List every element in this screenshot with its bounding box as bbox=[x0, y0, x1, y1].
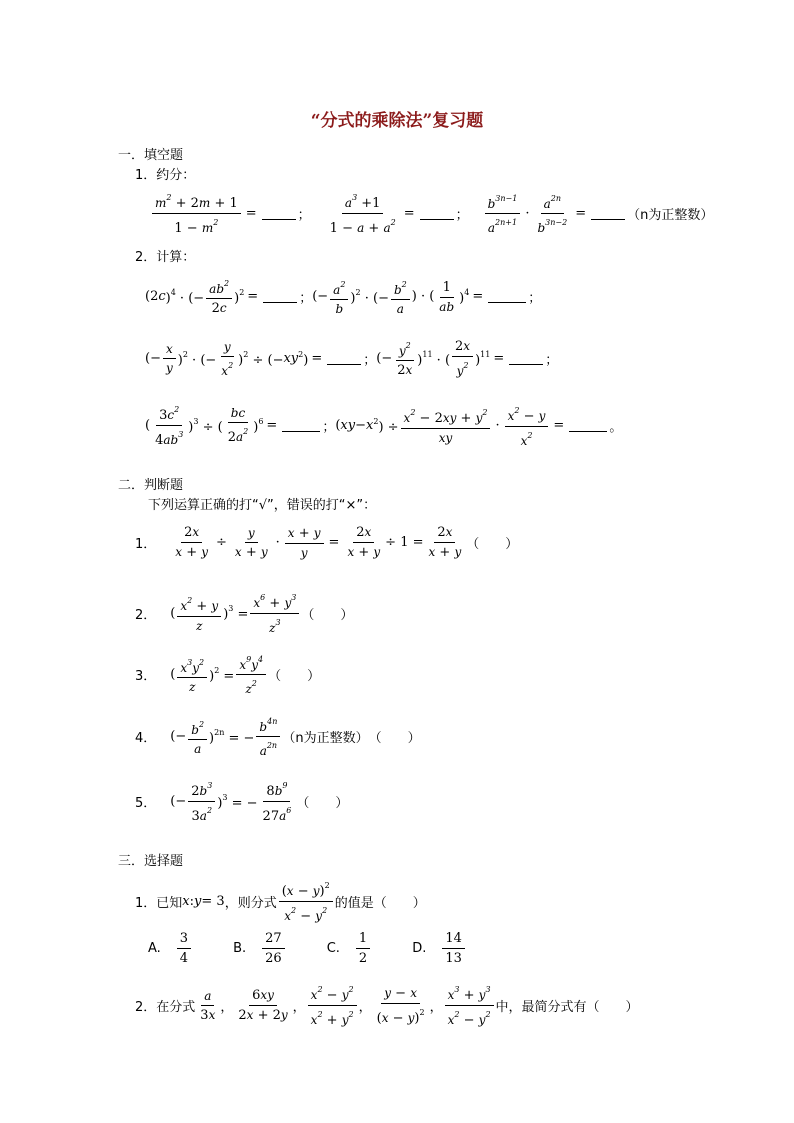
judge-paren[interactable]: （ ） bbox=[296, 796, 349, 811]
answer-blank[interactable] bbox=[591, 208, 625, 220]
judge-paren[interactable]: （ ） bbox=[301, 607, 354, 623]
q1-2-expression-2: (− $\frac{x}{y}$ )$^2$ · (− $\frac{y}{x^2}$ )$^2$ ÷ (− xy $^2$) = ； (− $\frac{y^2}{2x}$ )$^{11}$ · ( $\frac{2x}{y^2}$ )$^{11}$ = ； bbox=[145, 339, 559, 378]
judge-item-5: 5． (− $\frac{2b^3}{3a^2}$ )$^3$ = − $\frac{8b^9}{27a^6}$ （ ） bbox=[135, 778, 348, 825]
judge-paren[interactable]: （ ） bbox=[466, 537, 519, 552]
judge-paren[interactable]: （ ） bbox=[368, 731, 421, 746]
judge-paren[interactable]: （ ） bbox=[268, 669, 321, 684]
q1-1-label: 1．约分： bbox=[135, 168, 196, 183]
q1-2-expression-1: (2 c )$^4$ · (− $\frac{ab^2}{2c}$ )$^2$ = ； (− $\frac{a^2}{b}$ )$^2$ · (− $\frac{b^2}{a}$ ) · ( $\frac{1}{ab}$ )$^4$ = ； bbox=[145, 276, 541, 317]
judge-item-3: 3． ( $\frac{x^3y^2}{z}$ )$^2$ = $\frac{x^9y^4}{z^2}$ （ ） bbox=[135, 652, 320, 697]
q1-1-note: （n为正整数） bbox=[627, 208, 714, 223]
section1-heading: 一．填空题 bbox=[118, 148, 184, 163]
judge-item-1: 1． $\frac{2x}{x + y}$ ÷ $\frac{y}{x + y}$ · $\frac{x + y}{y}$ = $\frac{2x}{x + y}$ ÷ 1 = $\frac{2x}{x + y}$ （ ） bbox=[135, 525, 519, 560]
q1-1-expression: $\frac{m^2 + 2m + 1}{1 - m^2}$ = ； $\frac{a^3 +1}{1 - a + a^2}$ = ； $\frac{b^{3n-1}}{a^{2n+1}}$ · $\frac{a^{2n}}{b^{3n-2}}$ = （n为正整数） bbox=[150, 190, 713, 237]
option-d[interactable]: D. bbox=[412, 941, 427, 956]
choice-q2: 2． 在分式 $\frac{a}{3x}$ ， $\frac{6xy}{2x + 2y}$ ， $\frac{x^2 - y^2}{x^2 + y^2}$ ， $\frac{y - x}{(x - y)^2}$ ， $\frac{x^3 + y^3}{x^2 - y^2}$ 中，最简分式有（ ） bbox=[135, 982, 639, 1029]
answer-blank[interactable] bbox=[569, 420, 607, 432]
choice-q1: 1． 已知 x : y = 3 ，则分式 $\frac{(x - y)^2}{x^2 - y^2}$ 的值是（ ） bbox=[135, 878, 426, 925]
option-a[interactable]: A. bbox=[148, 941, 161, 956]
judge-item-4: 4． (− $\frac{b^2}{a}$ )$^{2n}$ = − $\frac{b^{4n}}{a^{2n}}$ （n为正整数） （ ） bbox=[135, 714, 421, 759]
answer-blank[interactable] bbox=[282, 420, 320, 432]
answer-blank[interactable] bbox=[420, 208, 454, 220]
q1-2-label: 2．计算： bbox=[135, 250, 196, 265]
answer-blank[interactable] bbox=[262, 208, 296, 220]
answer-blank[interactable] bbox=[488, 291, 526, 303]
page-title: “分式的乘除法”复习题 bbox=[310, 111, 484, 131]
option-c[interactable]: C. bbox=[326, 941, 340, 956]
answer-blank[interactable] bbox=[263, 291, 297, 303]
section3-heading: 三．选择题 bbox=[118, 854, 184, 869]
answer-blank[interactable] bbox=[327, 353, 361, 365]
choice-q1-options: A. $\frac{3}{4}$ B. $\frac{27}{26}$ C. $\frac{1}{2}$ D. $\frac{14}{13}$ bbox=[148, 930, 467, 967]
section2-instruction: 下列运算正确的打“√”，错误的打“×”： bbox=[148, 498, 377, 513]
section2-heading: 二．判断题 bbox=[118, 478, 184, 493]
answer-blank[interactable] bbox=[509, 353, 543, 365]
judge-note-4: （n为正整数） bbox=[282, 731, 369, 746]
judge-item-2: 2． ( $\frac{x^2 + y}{z}$ )$^3$ = $\frac{x^6 + y^3}{z^3}$ （ ） bbox=[135, 590, 353, 636]
q1-2-expression-3: ( $\frac{3c^2}{4ab^3}$ )$^3$ ÷ ( $\frac{bc}{2a^2}$ )$^6$ = ； ( xy − x $^2$) ÷ $\frac{x^2 - 2xy + y^2}{xy}$ · $\frac{x^2 - y}{x^2}$ = 。 bbox=[145, 402, 622, 449]
option-b[interactable]: B. bbox=[233, 941, 247, 956]
